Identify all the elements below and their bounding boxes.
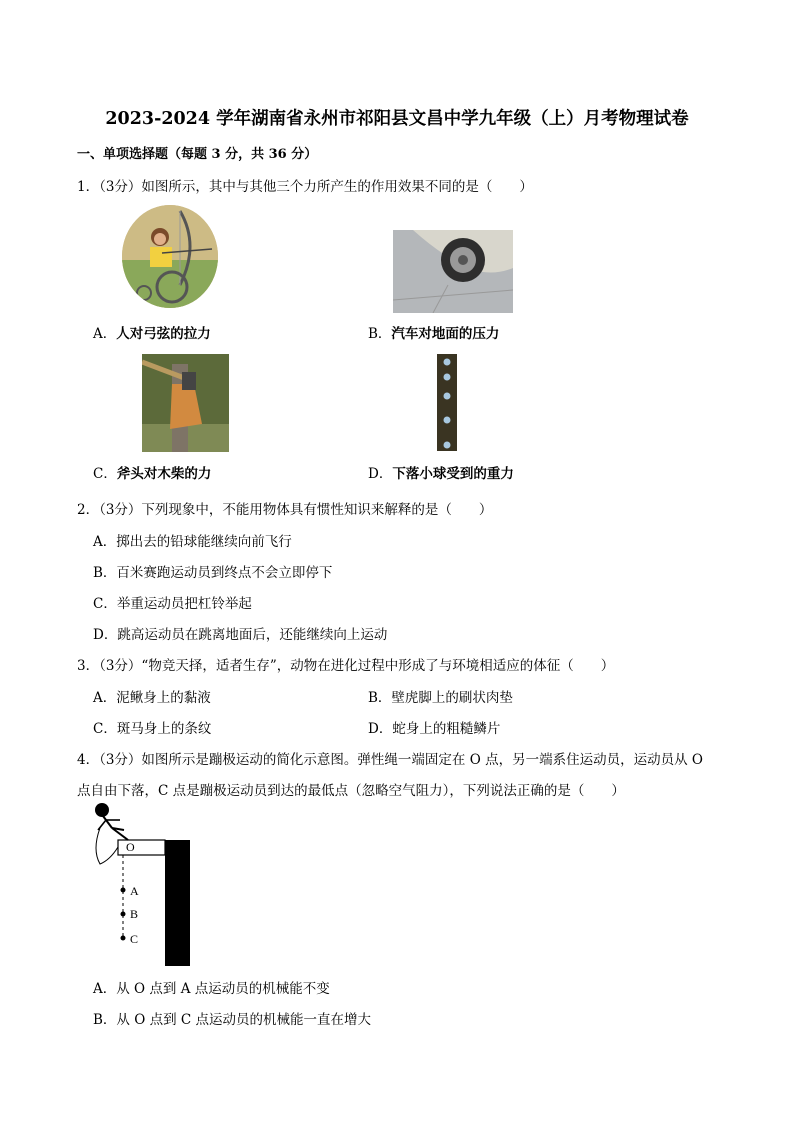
q4-option-a: A．从 O 点到 A 点运动员的机械能不变	[93, 981, 330, 997]
q4-option-b: B．从 O 点到 C 点运动员的机械能一直在增大	[93, 1012, 371, 1028]
section-heading: 一、单项选择题（每题 3 分，共 36 分）	[77, 147, 318, 162]
q1-option-a: A．人对弓弦的拉力	[93, 326, 211, 342]
archer-photo	[122, 205, 218, 308]
q2-option-d: D．跳高运动员在跳离地面后，还能继续向上运动	[93, 627, 388, 643]
q2-option-c: C．举重运动员把杠铃举起	[93, 596, 252, 612]
q3-option-d: D．蛇身上的粗糙鳞片	[368, 721, 501, 737]
page-title: 2023-2024 学年湖南省永州市祁阳县文昌中学九年级（上）月考物理试卷	[105, 109, 689, 129]
falling-ball-photo	[437, 354, 457, 451]
q3-option-a: A．泥鳅身上的黏液	[93, 690, 211, 706]
point-o-label: O	[126, 840, 135, 854]
q2-option-a: A．掷出去的铅球能继续向前飞行	[93, 534, 292, 550]
axe-wood-photo	[142, 354, 229, 452]
question-4-stem-line2: 点自由下落，C 点是蹦极运动员到达的最低点（忽略空气阻力），下列说法正确的是（ ）	[77, 783, 625, 799]
q1-option-c: C．斧头对木柴的力	[93, 466, 212, 482]
q3-option-c: C．斑马身上的条纹	[93, 721, 212, 737]
question-2-stem: 2．（3分）下列现象中，不能用物体具有惯性知识来解释的是（ ）	[77, 502, 493, 518]
point-b-label: B	[130, 907, 139, 921]
question-1-stem: 1．（3分）如图所示，其中与其他三个力所产生的作用效果不同的是（ ）	[77, 179, 533, 195]
q2-option-b: B．百米赛跑运动员到终点不会立即停下	[93, 565, 333, 581]
question-3-stem: 3．（3分）“物竞天择，适者生存”，动物在进化过程中形成了与环境相适应的体征（ ）	[77, 658, 615, 674]
q3-option-b: B．壁虎脚上的刷状肉垫	[368, 690, 513, 706]
q1-option-d: D．下落小球受到的重力	[368, 466, 514, 482]
question-4-stem-line1: 4．（3分）如图所示是蹦极运动的简化示意图。弹性绳一端固定在 O 点，另一端系住运动员，运动员从 O	[77, 752, 703, 768]
point-a-label: A	[130, 884, 139, 898]
point-c-label: C	[130, 932, 139, 946]
car-tire-photo	[393, 230, 513, 313]
q1-option-b: B．汽车对地面的压力	[368, 326, 500, 342]
bungee-diagram	[90, 800, 200, 970]
